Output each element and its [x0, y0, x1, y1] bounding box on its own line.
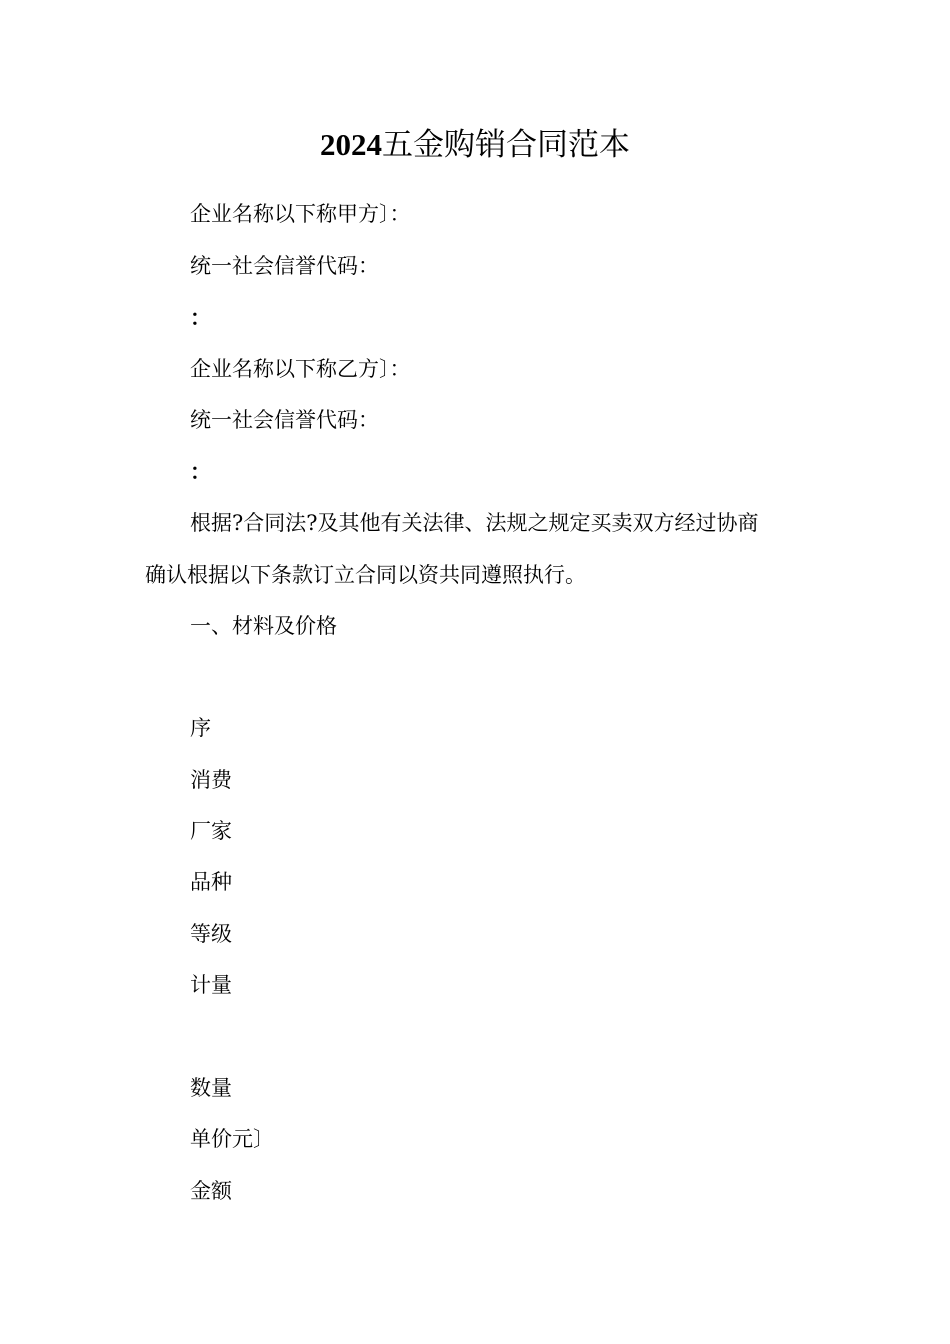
- table-header-cell: 厂家: [190, 819, 232, 843]
- intro-paragraph-line-1: 根据?合同法?及其他有关法律、法规之规定买卖双方经过协商: [190, 511, 759, 535]
- party-b-code-line: 统一社会信誉代码：: [190, 408, 379, 432]
- party-a-name-line: 企业名称以下称甲方〕：: [190, 202, 411, 226]
- party-a-code-line: 统一社会信誉代码：: [190, 254, 379, 278]
- party-b-name-line: 企业名称以下称乙方〕：: [190, 357, 411, 381]
- table-header-cell: 序: [190, 716, 211, 740]
- table-header-cell: 品种: [190, 870, 232, 894]
- intro-paragraph-line-2: 确认根据以下条款订立合同以资共同遵照执行。: [145, 563, 586, 587]
- section-heading: 一、材料及价格: [190, 614, 337, 638]
- table-header-cell: 计量: [190, 973, 232, 997]
- table-header-cell: 数量: [190, 1076, 232, 1100]
- table-header-cell: 等级: [190, 922, 232, 946]
- document-title: [0, 122, 950, 168]
- title-year: 2024: [320, 127, 382, 162]
- table-header-cell: 单价元〕: [190, 1127, 274, 1151]
- table-header-cell: 消费: [190, 768, 232, 792]
- party-b-extra-line: ：: [190, 459, 211, 484]
- title-text: 五金购销合同范本: [382, 127, 630, 163]
- party-a-extra-line: ：: [190, 305, 211, 330]
- table-header-cell: 金额: [190, 1179, 232, 1203]
